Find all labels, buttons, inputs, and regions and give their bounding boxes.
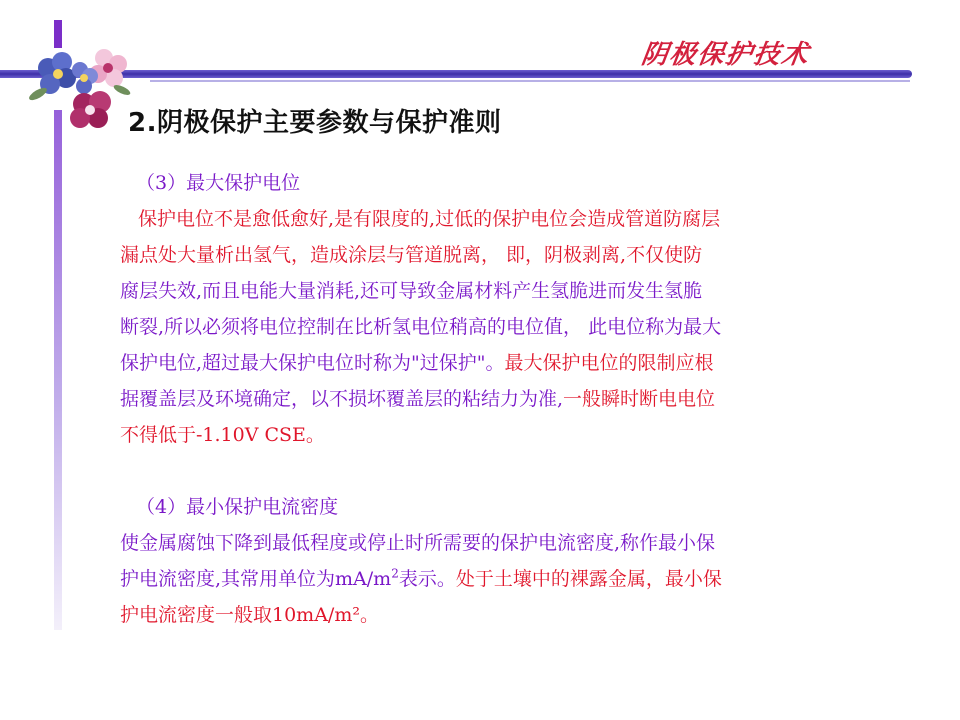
section3-line5 xyxy=(120,345,900,381)
section3-line6 xyxy=(120,381,900,417)
section4-line3: 护电流密度一般取10mA/m²。 xyxy=(120,604,379,626)
section3-line4: 断裂,所以必须将电位控制在比析氢电位稍高的电位值， 此电位称为最大 xyxy=(120,316,722,338)
flower-cluster-decoration xyxy=(18,28,138,128)
section3-line2: 漏点处大量析出氢气，造成涂层与管道脱离， 即，阴极剥离,不仅使防 xyxy=(120,244,703,266)
section3-line3: 腐层失效,而且电能大量消耗,还可导致金属材料产生氢脆进而发生氢脆 xyxy=(120,280,703,302)
section4-line2-c: 处于土壤中的裸露金属，最小保 xyxy=(455,568,722,590)
header-rule-thin xyxy=(150,80,910,82)
section4-line2-sup: 2 xyxy=(391,566,399,581)
section3-line6-a: 据覆盖层及环境确定，以不损坏覆盖层的粘结力为准, xyxy=(120,388,564,410)
section4-line2 xyxy=(120,561,900,597)
section4-line2-b: 表示。 xyxy=(398,568,456,590)
header-title: 阴极保护技术 xyxy=(639,40,812,70)
flower-blue-left xyxy=(38,52,76,94)
section3-title: （3）最大保护电位 xyxy=(136,172,301,194)
section4-line1: 使金属腐蚀下降到最低程度或停止时所需要的保护电流密度,称作最小保 xyxy=(120,532,716,554)
section3-line6-b: 一般瞬时断电电位 xyxy=(563,388,716,410)
section-gap xyxy=(120,453,900,489)
section4-line2-a: 护电流密度,其常用单位为mA/m xyxy=(120,568,392,590)
slide-body xyxy=(120,165,900,633)
section3-line5-b: 最大保护电位的限制应根 xyxy=(504,352,714,374)
flower-magenta xyxy=(70,91,111,128)
page-heading: 2.阴极保护主要参数与保护准则 xyxy=(128,108,502,138)
section3-line7: 不得低于-1.10V CSE。 xyxy=(120,424,325,446)
section3-line5-a: 保护电位,超过最大保护电位时称为"过保护"。 xyxy=(120,352,505,374)
section4-title: （4）最小保护电流密度 xyxy=(136,496,339,518)
section3-line1: 保护电位不是愈低愈好,是有限度的,过低的保护电位会造成管道防腐层 xyxy=(138,208,721,230)
left-accent-gradient xyxy=(54,110,62,630)
